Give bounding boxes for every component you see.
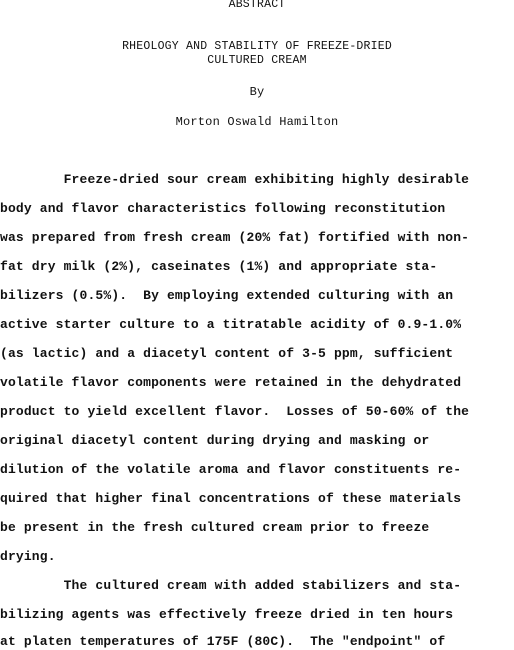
body-line: (as lactic) and a diacetyl content of 3-5 ppm, sufficient bbox=[0, 346, 454, 361]
body-line: active starter culture to a titratable acidity of 0.9-1.0% bbox=[0, 317, 462, 332]
body-line: dilution of the volatile aroma and flavor constituents re- bbox=[0, 462, 462, 477]
body-line: drying. bbox=[0, 549, 56, 564]
body-line: at platen temperatures of 175F (80C). The "endpoint" of bbox=[0, 634, 446, 649]
author-name: Morton Oswald Hamilton bbox=[175, 115, 339, 129]
by-label: By bbox=[249, 85, 265, 99]
body-line: Freeze-dried sour cream exhibiting highly desirable bbox=[0, 172, 470, 187]
body-line: volatile flavor components were retained in the dehydrated bbox=[0, 375, 462, 390]
body-line: be present in the fresh cultured cream prior to freeze bbox=[0, 520, 430, 535]
body-line: body and flavor characteristics following reconstitution bbox=[0, 201, 446, 216]
body-line: quired that higher final concentrations of these materials bbox=[0, 491, 462, 506]
body-line: was prepared from fresh cream (20% fat) fortified with non- bbox=[0, 230, 470, 245]
body-line: The cultured cream with added stabilizers and sta- bbox=[0, 578, 462, 593]
document-title-line-1: RHEOLOGY AND STABILITY OF FREEZE-DRIED bbox=[122, 40, 392, 53]
body-line: bilizers (0.5%). By employing extended culturing with an bbox=[0, 288, 454, 303]
body-line: bilizing agents was effectively freeze dried in ten hours bbox=[0, 607, 454, 622]
abstract-heading: ABSTRACT bbox=[228, 0, 286, 11]
document-title-line-2: CULTURED CREAM bbox=[207, 54, 307, 67]
body-line: fat dry milk (2%), caseinates (1%) and appropriate sta- bbox=[0, 259, 438, 274]
body-line: original diacetyl content during drying and masking or bbox=[0, 433, 430, 448]
body-line: product to yield excellent flavor. Losses of 50-60% of the bbox=[0, 404, 470, 419]
